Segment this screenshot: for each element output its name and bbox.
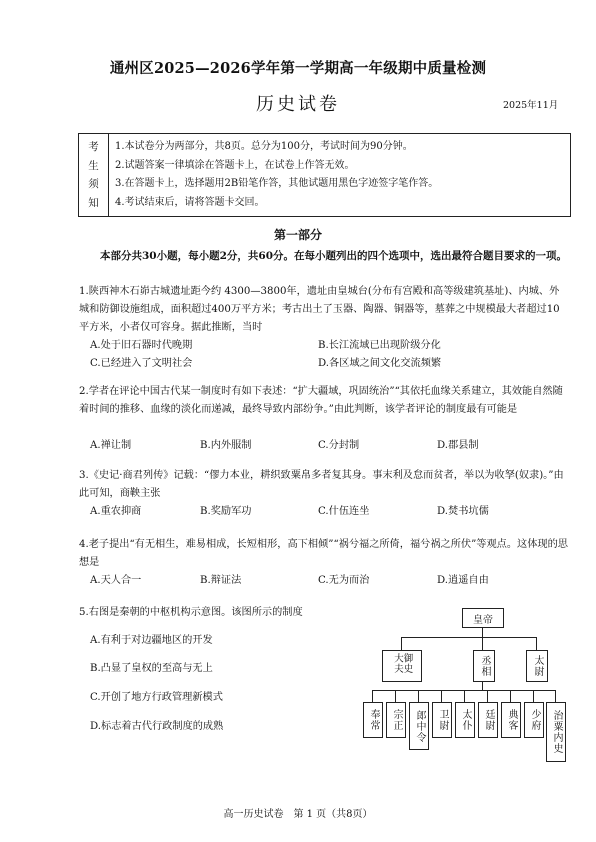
question-3-option-d: D.焚书坑儒	[437, 506, 489, 517]
diagram-node-shaofu	[524, 702, 544, 738]
diagram-node-label: 典客	[506, 709, 517, 731]
diagram-node-taiwei	[526, 650, 548, 682]
diagram-connector	[555, 690, 556, 702]
section-intro: 本部分共30小题，每小题2分，共60分。在每小题列出的四个选项中，选出最符合题目要求的一项。	[100, 250, 568, 262]
notice-label	[79, 134, 109, 217]
page-footer: 高一历史试卷 第 1 页（共8页）	[223, 809, 373, 820]
diagram-node-tingwei	[478, 702, 498, 738]
diagram-connector	[418, 690, 419, 702]
diagram-connector	[536, 637, 537, 650]
question-5-option-d: D.标志着古代行政制度的成熟	[90, 721, 224, 732]
diagram-node-yushidafu	[382, 650, 422, 682]
diagram-node-langzhongling	[409, 702, 429, 750]
exam-date: 2025年11月	[503, 100, 559, 111]
notice-label-char: 须	[88, 178, 99, 190]
notice-items	[109, 134, 571, 217]
question-5-stem: 5.右图是秦朝的中枢机构示意图。该图所示的制度	[79, 607, 303, 618]
exam-title: 通州区2025—2026学年第一学期高一年级期中质量检测	[109, 60, 487, 77]
diagram-node-label: 宗正	[391, 709, 402, 731]
question-2-option-a: A.禅让制	[90, 440, 132, 451]
notice-item: 2.试题答案一律填涂在答题卡上，在试卷上作答无效。	[115, 159, 355, 171]
notice-item: 4.考试结束后，请将答题卡交回。	[115, 196, 265, 208]
question-3-option-a: A.重农抑商	[90, 506, 142, 517]
question-4-option-d: D.逍遥自由	[437, 575, 489, 586]
diagram-connector	[441, 690, 442, 702]
diagram-connector	[482, 680, 483, 690]
question-4-option-b: B.辩证法	[200, 575, 242, 586]
diagram-node-label: 郎中令	[414, 709, 425, 743]
question-5-option-c: C.开创了地方行政管理新模式	[90, 692, 223, 703]
diagram-node-label: 御史大夫	[392, 653, 413, 674]
question-3-option-b: B.奖励军功	[200, 506, 252, 517]
diagram-node-taipu	[455, 702, 475, 738]
question-2-stem: 2.学者在评论中国古代某一制度时有如下表述：“扩大疆域，巩固统治”“其依托血缘关系建立，其效能自然随着时间的推移、血缘的淡化而递减，最终导致内部纷争。”由此判断，该学者评论的制度最有可能是	[79, 386, 563, 415]
diagram-node-emperor: 皇帝	[462, 608, 504, 628]
notice-item: 3.在答题卡上，选择题用2B铅笔作答，其他试题用黑色字迹签字笔作答。	[115, 178, 439, 189]
question-1-option-c: C.已经进入了文明社会	[90, 358, 193, 369]
diagram-node-weiwei	[432, 702, 452, 738]
question-2-option-d: D.郡县制	[437, 440, 479, 451]
notice-label-char: 生	[88, 159, 99, 172]
diagram-node-label: 太尉	[532, 655, 543, 677]
diagram-connector	[482, 637, 483, 650]
diagram-connector	[372, 690, 555, 691]
notice-box	[78, 133, 571, 217]
question-3-option-c: C.什伍连坐	[318, 506, 370, 517]
diagram-node-label: 奉常	[368, 709, 379, 731]
diagram-node-fengchang	[363, 702, 383, 738]
diagram-connector	[510, 690, 511, 702]
question-1-option-d: D.各区域之间文化交流频繁	[318, 358, 442, 369]
diagram-node-label: 治粟内史	[551, 710, 562, 754]
notice-item: 1.本试卷分为两部分，共8页。总分为100分，考试时间为90分钟。	[115, 141, 413, 152]
diagram-connector	[401, 637, 402, 650]
diagram-connector	[372, 690, 373, 702]
diagram-node-zongzheng	[386, 702, 406, 738]
diagram-connector	[482, 627, 483, 637]
section-title: 第一部分	[273, 228, 322, 242]
notice-label-char: 考	[88, 141, 99, 153]
notice-label-char: 知	[88, 196, 99, 209]
diagram-node-dianke	[501, 702, 521, 738]
diagram-connector	[533, 690, 534, 702]
diagram-node-label: 太仆	[460, 709, 471, 731]
diagram-node-zhisuneishi	[546, 702, 566, 762]
diagram-node-label: 少府	[529, 709, 540, 731]
question-1-option-b: B.长江流域已出现阶级分化	[318, 340, 441, 351]
question-1-option-a: A.处于旧石器时代晚期	[90, 340, 193, 351]
question-2-option-c: C.分封制	[318, 440, 360, 451]
question-4-option-c: C.无为而治	[318, 575, 370, 586]
question-1-stem: 1.陕西神木石峁古城遗址距今约 4300—3800年，遗址由皇城台(分布有宫殿和高等级建筑基址)、内城、外城和防御设施组成，面积超过400万平方米；考古出土了玉器、陶器、铜器等，墓葬之中规模最大者超过10平方米，小者仅可容身。据此推断，当时	[79, 286, 560, 333]
diagram-connector	[395, 690, 396, 702]
diagram-node-label: 丞相	[479, 655, 490, 677]
question-4-stem: 4.老子提出“有无相生，难易相成，长短相形，高下相倾”“祸兮福之所倚，福兮祸之所伏”等观点。这体现的思想是	[79, 539, 568, 568]
question-5-option-b: B.凸显了皇权的至高与无上	[90, 663, 213, 674]
diagram-connector	[464, 690, 465, 702]
question-4-option-a: A.天人合一	[90, 575, 142, 586]
diagram-node-label: 廷尉	[483, 709, 494, 731]
question-2-option-b: B.内外服制	[200, 440, 252, 451]
question-3-stem: 3.《史记·商君列传》记载：“僇力本业，耕织致粟帛多者复其身。事末利及怠而贫者，举以为收孥(奴隶)。”由此可知，商鞅主张	[79, 470, 564, 499]
diagram-node-chengxiang	[473, 650, 495, 682]
diagram-connector	[487, 690, 488, 702]
diagram-connector	[401, 637, 536, 638]
question-5-option-a: A.有利于对边疆地区的开发	[90, 635, 213, 646]
diagram-node-label: 卫尉	[437, 709, 448, 731]
exam-subtitle: 历史试卷	[256, 94, 340, 115]
